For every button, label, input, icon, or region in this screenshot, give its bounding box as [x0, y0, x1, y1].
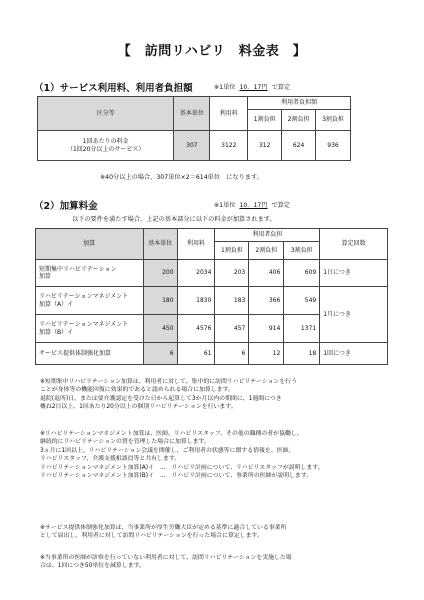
header-burden-2: 2割負担	[282, 110, 316, 131]
row-label: リハビリテーションマネジメント 加算（A）イ	[36, 287, 144, 315]
header-count: 算定回数	[320, 229, 388, 260]
row-base-units: 6	[143, 343, 177, 365]
header-burden-3: 3割負担	[316, 110, 351, 131]
row-burden-2: 12	[249, 343, 284, 365]
row-burden-1: 183	[215, 287, 249, 315]
header-category: 区分等	[38, 97, 174, 131]
row-label: サービス提供体制強化加算	[36, 343, 144, 365]
row-burden-1: 203	[215, 260, 249, 287]
note-service-system: ※サービス提供体制強化加算は、当事業所が厚生労働大臣が定める基準に適合している事業所 として届出し、利用者に対して訪問リハビリテーションを行った場合に算定します。	[40, 525, 287, 540]
header-burden-1: 1割負担	[248, 110, 282, 131]
table-row	[38, 131, 351, 161]
header-burden-1: 1割負担	[215, 242, 249, 260]
row-base-units: 200	[143, 260, 177, 287]
row-fee: 4576	[177, 315, 215, 343]
header-burden-3: 3割負担	[284, 242, 320, 260]
row-burden-1: 6	[215, 343, 249, 365]
row-burden-2: 914	[249, 315, 284, 343]
row-base-units: 180	[143, 287, 177, 315]
row-burden-2: 366	[249, 287, 284, 315]
row-fee: 2034	[177, 260, 215, 287]
header-fee: 利用料	[177, 229, 215, 260]
note-short-term-rehab: ※短期集中リハビリテーション加算は、利用者に対して、集中的に訪問リハビリテーションを行う ことが身体等の機能回復に効果的であると認められる場合に加算します。 退院(退所)日、または要介護認定を受けた日から起算して3か月以内の期間に、1週間につき 概ね2日以上、1回あたり20分以上の個別リハビリテーションを行います。	[40, 379, 298, 411]
row-fee: 3122	[210, 131, 248, 161]
table-row	[36, 343, 388, 365]
row-label: 短期集中リハビリテーション 加算	[36, 260, 144, 287]
header-base-units: 基本単位	[143, 229, 177, 260]
row-count: 1月につき	[320, 287, 388, 343]
row-base-units: 307	[174, 131, 210, 161]
base-fee-table	[37, 96, 351, 161]
row-burden-3: 936	[316, 131, 351, 161]
header-base-units: 基本単位	[174, 97, 210, 131]
header-addition: 加算	[36, 229, 144, 260]
row-burden-1: 457	[215, 315, 249, 343]
row-burden-2: 624	[282, 131, 316, 161]
row-burden-3: 1371	[284, 315, 320, 343]
section2-heading: （2）加算料金	[34, 201, 98, 212]
row-count: 1回につき	[320, 343, 388, 365]
section1-footnote: ※40分以上の場合、307単位×2＝614単位 になります。	[100, 174, 263, 181]
row-count: 1日につき	[320, 260, 388, 287]
row-base-units: 450	[143, 315, 177, 343]
section2-unit-note: ※1単位 10．17円 で算定	[214, 202, 291, 209]
row-label: 1回あたりの料金 （1回20分以上のサービス）	[38, 131, 174, 161]
note-doctor-reduction: ※当事業所の医師が診察を行っていない利用者に対して、訪問リハビリテーションを実施した場 合は、1回につき50単位を減算します。	[40, 555, 292, 570]
note-rehab-management: ※リハビリテーションマネジメント加算は、医師、リハビリスタッフ、その他の職種の者が協働し、 継続的にリハビリテーションの質を管理した場合に加算します。 3ヵ月に1回以上、リハビリテーション会議を開催し、ご利用者の状態等に関する情報を、医師、 リハビリスタッフ、介護支援相談員等と共有します。 リハビリテーションマネジメント加算(A)イ … リハビリ計画について、リハビリスタッフが説明します。 リハビリテーションマネジメント加算(B)イ … リハビリ計画について、事業所の医師が説明します。	[40, 431, 324, 479]
header-burden-2: 2割負担	[249, 242, 284, 260]
section1-heading: （1）サービス利用料、利用者負担額	[34, 83, 193, 94]
row-fee: 61	[177, 343, 215, 365]
row-burden-3: 18	[284, 343, 320, 365]
header-burden: 利用者負担額	[248, 97, 351, 110]
header-fee: 利用料	[210, 97, 248, 131]
row-burden-3: 549	[284, 287, 320, 315]
row-burden-3: 609	[284, 260, 320, 287]
row-fee: 1830	[177, 287, 215, 315]
page-title: 【 訪問リハビリ 料金表 】	[117, 44, 307, 59]
row-burden-1: 312	[248, 131, 282, 161]
row-label: リハビリテーションマネジメント 加算（B）イ	[36, 315, 144, 343]
section2-intro: 以下の要件を満たす場合、上記の基本部分に以下の料金が加算されます。	[72, 216, 276, 223]
row-burden-2: 406	[249, 260, 284, 287]
addition-fee-table	[35, 228, 388, 365]
table-row	[36, 287, 388, 315]
header-burden: 利用者負担	[215, 229, 320, 242]
table-row	[36, 260, 388, 287]
section1-unit-note: ※1単位 10．17円 で算定	[214, 84, 291, 91]
